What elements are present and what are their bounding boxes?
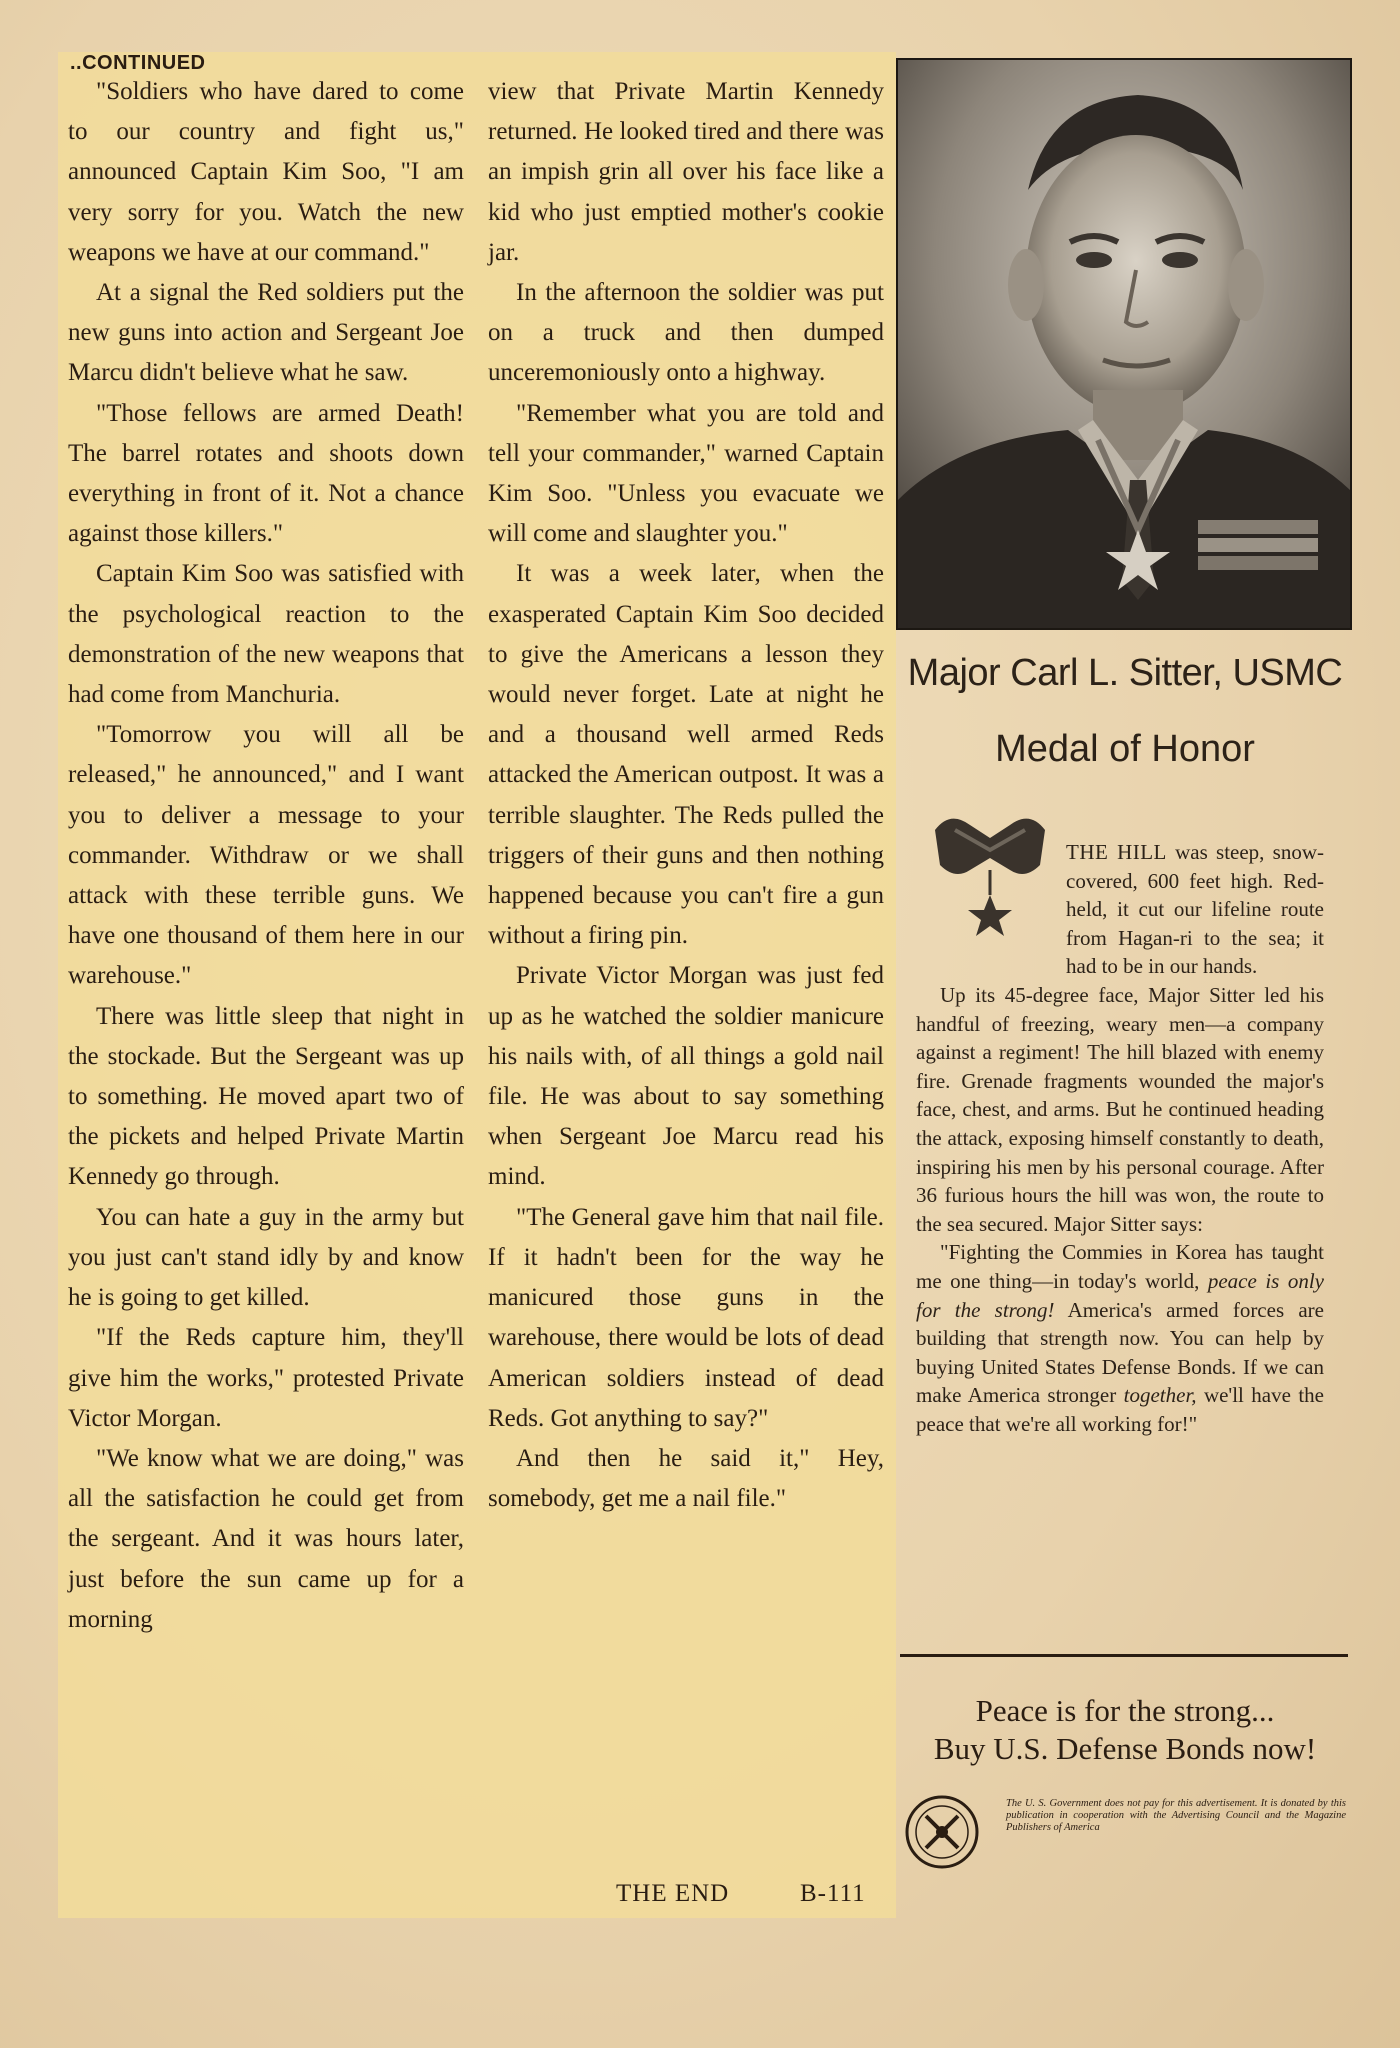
ad-paragraph-1-text: was steep, snow-covered, 600 feet high. Red-held, it cut our lifeline route from Hagan-ri to the sea; it had to be in our hands. — [1066, 840, 1325, 979]
story-paragraph: "The General gave him that nail file. If it hadn't been for the way he manicured those guns in the warehouse, there would be lots of dead American soldiers instead of dead Reds. Got anything to say?" — [488, 1203, 884, 1432]
quote-part: "Fighting the Commies in Korea has taught me one thing—in today's world, — [916, 1240, 1324, 1293]
story-paragraph: "Tomorrow you will all be released," he announced," and I want you to deliver a message to your commander. Withdraw or we shall attack with these terrible guns. We have one thousand of them here in our warehouse." — [68, 721, 464, 990]
story-paragraph: "We know what we are doing," was all the satisfaction he could get from the sergeant. And it was hours later, just before the sun came up for a morning — [68, 1444, 464, 1633]
ad-paragraph-2: Up its 45-degree face, Major Sitter led his handful of freezing, weary men—a company against a regiment! The hill blazed with enemy fire. Grenade fragments wounded the major's face, chest, and arms. But he continued heading the attack, exposing himself constantly to death, inspiring his men by his personal courage. After 36 furious hours the hill was won, the route to the sea secured. Major Sitter says: — [916, 982, 1324, 1236]
portrait-illustration — [898, 60, 1350, 628]
page-number: B-111 — [800, 1880, 866, 1907]
story-paragraph: Captain Kim Soo was satisfied with the psychological reaction to the demonstration of the new weapons that had come from Manchuria. — [68, 560, 464, 709]
ad-paragraph-1 — [916, 838, 1324, 981]
advertising-council-seal-icon — [904, 1794, 980, 1870]
continued-label: ..CONTINUED — [70, 52, 206, 74]
the-end-label: THE END — [616, 1880, 730, 1907]
story-paragraph: In the afternoon the soldier was put on a truck and then dumped unceremoniously onto a highway. — [488, 279, 884, 387]
honoree-name: Major Carl L. Sitter, USMC — [907, 652, 1343, 694]
bond-slogan — [900, 1692, 1350, 1768]
story-column-1 — [68, 72, 464, 1640]
portrait-photo — [896, 58, 1352, 630]
quote-emphasis: peace is only for the strong! — [916, 1268, 1324, 1322]
story-paragraph: There was little sleep that night in the stockade. But the Sergeant was up to something. He moved apart two of the pickets and helped Private Martin Kennedy go through. — [68, 1002, 464, 1191]
quote-part: America's armed forces are building that strength now. You can help by buying United States Defense Bonds. If we can make America stronger — [916, 1297, 1324, 1408]
story-paragraph: And then he said it," Hey, somebody, get me a nail file." — [488, 1444, 884, 1513]
quote-emphasis: together, — [1123, 1383, 1197, 1408]
story-paragraph: "Those fellows are armed Death! The barrel rotates and shoots down everything in front of it. Not a chance against those killers." — [68, 399, 464, 548]
story-column-2 — [488, 72, 884, 1519]
award-title: Medal of Honor — [995, 728, 1255, 770]
ad-quote — [916, 1238, 1324, 1438]
story-paragraph: "Remember what you are told and tell your commander," warned Captain Kim Soo. "Unless you evacuate we will come and slaughter you." — [488, 399, 884, 548]
story-paragraph: "Soldiers who have dared to come to our country and fight us," announced Captain Kim Soo, "I am very sorry for you. Watch the new weapons we have at our command." — [68, 78, 464, 266]
story-paragraph: It was a week later, when the exasperated Captain Kim Soo decided to give the Americans a lesson they would never forget. Late at night he and a thousand well armed Reds attacked the American outpost. It was a terrible slaughter. The Reds pulled the triggers of their guns and then nothing happened because you can't fire a gun without a firing pin. — [488, 560, 884, 950]
story-paragraph: "If the Reds capture him, they'll give him the works," protested Private Victor Morgan. — [68, 1324, 464, 1432]
ad-disclaimer: The U. S. Government does not pay for this advertisement. It is donated by this publication in cooperation with the Advertising Council and the Magazine Publishers of America — [1006, 1798, 1346, 1833]
story-paragraph: Private Victor Morgan was just fed up as he watched the soldier manicure his nails with, of all things a gold nail file. He was about to say something when Sergeant Joe Marcu read his mind. — [488, 962, 884, 1191]
ad-body — [916, 838, 1324, 1438]
story-paragraph: At a signal the Red soldiers put the new guns into action and Sergeant Joe Marcu didn't believe what he saw. — [68, 279, 464, 387]
story-paragraph-continuation: view that Private Martin Kennedy returned. He looked tired and there was an impish grin all over his face like a kid who just emptied mother's cookie jar. — [488, 78, 884, 266]
quote-part: we'll have the peace that we're all working for!" — [916, 1383, 1324, 1436]
slogan-line-2: Buy U.S. Defense Bonds now! — [933, 1731, 1317, 1766]
divider — [900, 1654, 1348, 1657]
story-paragraph: You can hate a guy in the army but you just can't stand idly by and know he is going to get killed. — [68, 1203, 464, 1312]
ad-lead-in: THE HILL — [1066, 840, 1167, 864]
slogan-line-1: Peace is for the strong... — [975, 1693, 1275, 1728]
